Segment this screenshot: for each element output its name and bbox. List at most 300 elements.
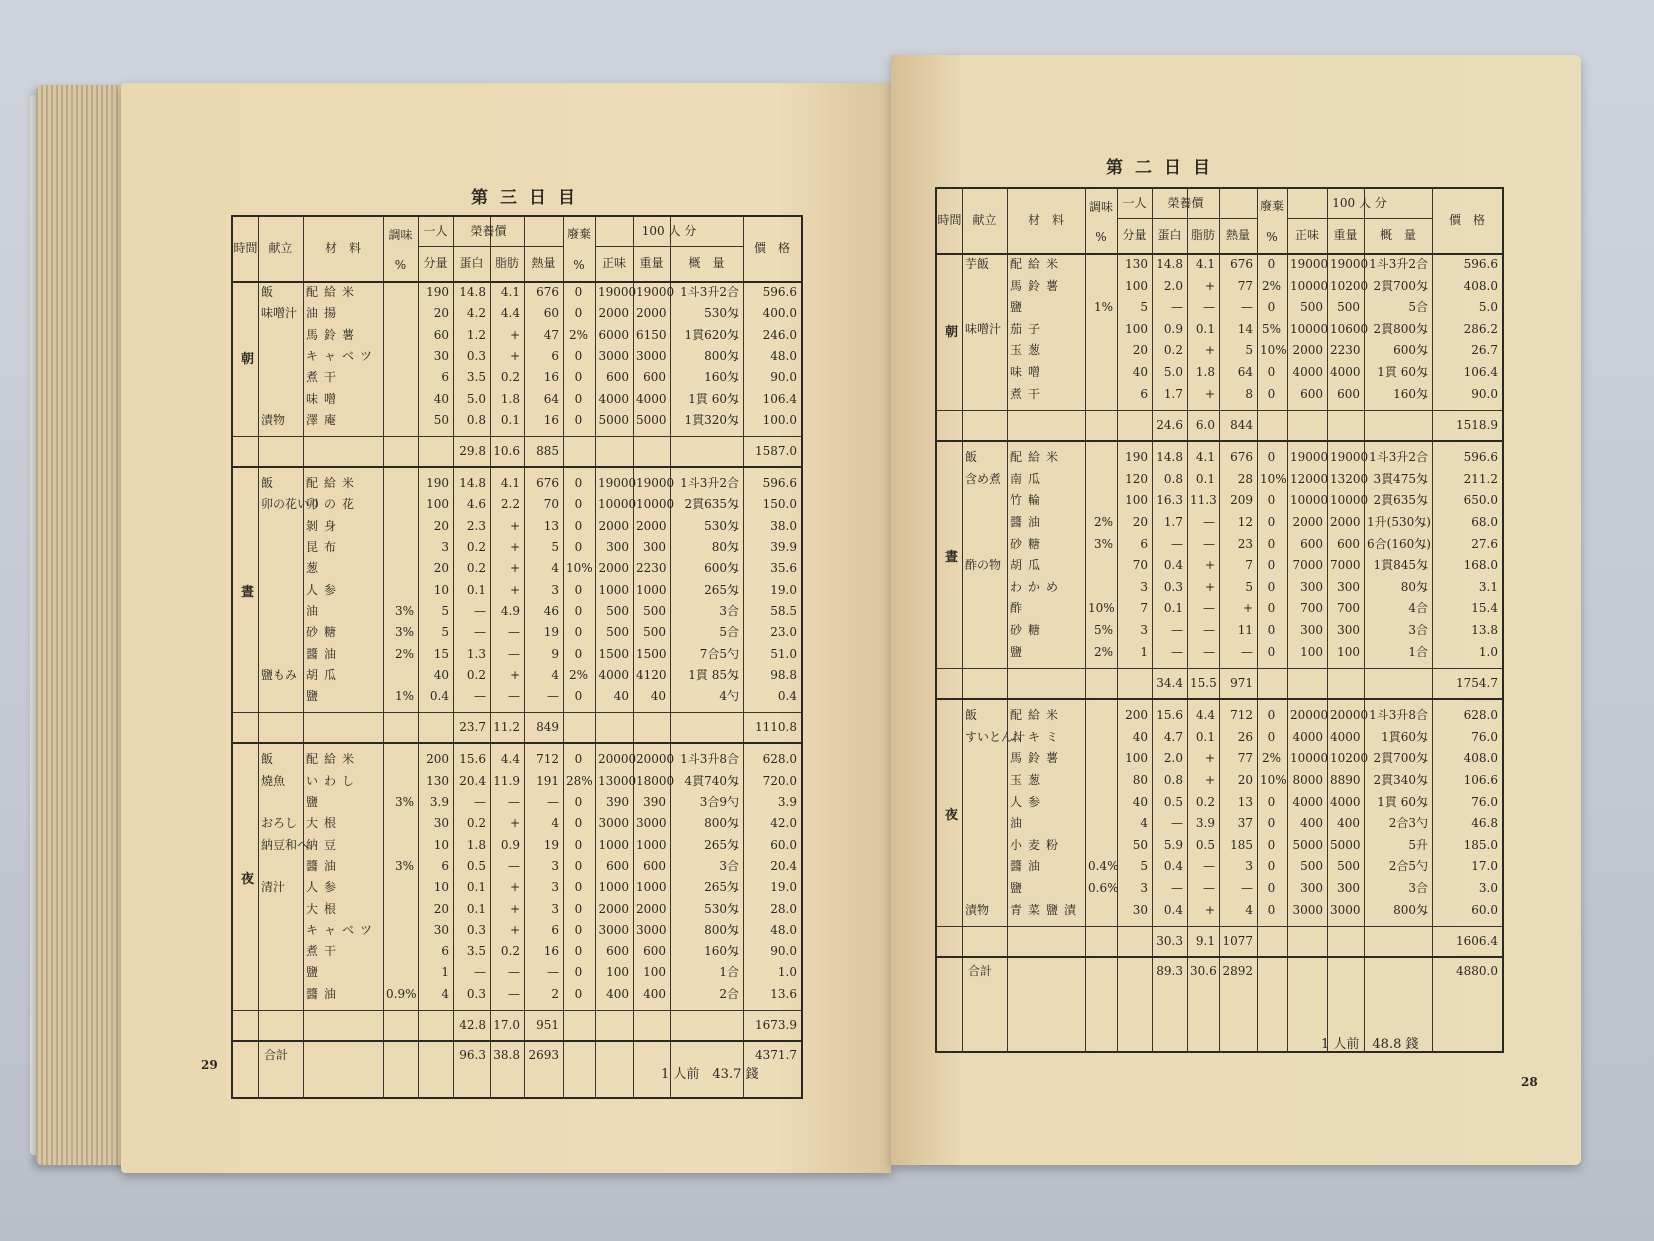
weight-value: 19000: [636, 476, 675, 491]
waste-value: 10%: [566, 561, 593, 576]
column-divider: [383, 217, 384, 1097]
seasoning-pct: 1%: [1093, 300, 1113, 315]
waste-value: 0: [1267, 450, 1276, 465]
meal-label: 晝: [945, 550, 959, 566]
net-value: 1500: [598, 646, 629, 661]
seasoning-pct: 3%: [1093, 536, 1113, 551]
net-value: 40: [613, 689, 629, 704]
fat-value: —: [508, 646, 520, 661]
calories-value: 3: [551, 901, 559, 916]
column-divider: [418, 217, 419, 1097]
price-value: 68.0: [1471, 515, 1498, 529]
calories-value: 4: [551, 561, 559, 576]
seasoning-pct: 10%: [1088, 601, 1115, 616]
ingredient-name: 玉葱: [1010, 343, 1047, 358]
ingredient-name: 醬油: [1010, 859, 1047, 874]
waste-value: 0: [1267, 601, 1276, 616]
price-value: 408.0: [1463, 751, 1498, 766]
calories-value: 26: [1237, 729, 1253, 744]
net-value: 600: [1300, 386, 1323, 401]
calories-value: 712: [1230, 708, 1253, 723]
fat-value: +: [509, 518, 520, 533]
ingredient-name: 小麦粉: [1010, 837, 1065, 852]
price-value: 26.7: [1471, 343, 1498, 358]
amount-value: 200: [426, 752, 449, 767]
ingredient-name: 油: [306, 603, 325, 618]
ingredient-name: 油: [1010, 816, 1029, 831]
weight-value: 600: [643, 858, 666, 873]
net-value: 100: [606, 965, 629, 980]
net-value: 4000: [1292, 729, 1323, 744]
column-divider: [1007, 189, 1008, 1051]
calories-value: 3: [551, 582, 559, 597]
amount-value: 20: [433, 306, 449, 321]
header-hundred: 100 人 分: [641, 223, 697, 238]
fat-value: +: [509, 901, 520, 916]
protein-value: 16.3: [1156, 493, 1183, 508]
protein-value: —: [1171, 623, 1183, 637]
approx-value: 1升(530匁): [1367, 515, 1431, 529]
subtotal-price: 1606.4: [1456, 934, 1498, 949]
fat-value: —: [1203, 859, 1215, 874]
amount-value: 0.4: [429, 689, 449, 704]
page-title: 第二日目: [1106, 158, 1222, 178]
net-value: 5000: [598, 412, 629, 427]
weight-value: 300: [643, 540, 666, 554]
weight-value: 5000: [636, 412, 667, 427]
waste-value: 0: [1267, 708, 1276, 723]
calories-value: 13: [543, 518, 559, 533]
header-nutrition: 榮養價: [1167, 195, 1204, 210]
calories-value: —: [547, 689, 559, 704]
waste-value: 2%: [1261, 751, 1282, 766]
calories-value: 5: [551, 540, 559, 554]
price-value: 400.0: [762, 306, 797, 321]
weight-value: 3000: [1330, 902, 1361, 917]
price-value: 3.1: [1478, 579, 1498, 594]
protein-value: 2.0: [1163, 751, 1183, 766]
total-fat: 30.6: [1190, 964, 1217, 979]
approx-value: 1斗3升8合: [680, 752, 739, 767]
amount-value: 100: [426, 497, 449, 512]
price-value: 19.0: [770, 880, 797, 895]
fat-value: 0.5: [1195, 837, 1215, 852]
fat-value: 0.9: [500, 837, 520, 852]
net-value: 10000: [1290, 751, 1329, 766]
page-left: [121, 83, 891, 1173]
calories-value: 14: [1237, 321, 1253, 336]
amount-value: 20: [433, 561, 449, 576]
total-protein: 96.3: [459, 1048, 486, 1062]
price-value: 42.0: [770, 816, 797, 831]
approx-value: 265匁: [704, 837, 739, 852]
weight-value: 2000: [636, 518, 667, 533]
amount-value: 6: [441, 370, 449, 385]
calories-value: 6: [551, 922, 559, 937]
waste-value: 0: [1267, 558, 1276, 573]
fat-value: 4.1: [1195, 450, 1215, 465]
approx-value: 800匁: [704, 816, 739, 831]
protein-value: 0.1: [466, 880, 486, 895]
amount-value: 5: [441, 625, 449, 640]
header-price: 價 格: [1448, 213, 1485, 227]
ingredient-name: 青菜鹽漬: [1010, 902, 1083, 917]
ingredient-name: 人参: [306, 582, 343, 597]
ingredient-name: 人参: [306, 880, 343, 895]
menu-name: おろし: [261, 816, 298, 831]
approx-value: 2合5勺: [1388, 859, 1428, 874]
waste-value: 0: [1267, 881, 1276, 895]
header-weight: 重量: [1333, 227, 1358, 242]
weight-value: 40: [650, 689, 666, 704]
calories-value: 191: [536, 773, 559, 788]
net-value: 100: [1300, 644, 1323, 659]
amount-value: 70: [1132, 558, 1148, 573]
column-divider: [1364, 189, 1365, 1051]
protein-value: 4.2: [466, 306, 486, 321]
weight-value: 2000: [1330, 515, 1361, 529]
subtotal-line: [233, 1010, 801, 1011]
protein-value: —: [474, 689, 486, 704]
fat-value: —: [508, 858, 520, 873]
fat-value: 1.8: [1195, 365, 1215, 379]
net-value: 2000: [598, 901, 629, 916]
menu-name: 酢の物: [965, 558, 1002, 573]
column-divider: [962, 189, 963, 1051]
net-value: 2000: [1292, 343, 1323, 358]
calories-value: 64: [543, 391, 559, 406]
calories-value: —: [1241, 300, 1253, 315]
protein-value: —: [1171, 300, 1183, 315]
column-divider: [1432, 189, 1433, 1051]
waste-value: 0: [1267, 623, 1276, 637]
calories-value: 4: [551, 667, 559, 682]
waste-value: 0: [574, 816, 583, 831]
net-value: 13000: [598, 773, 637, 788]
protein-value: 0.3: [466, 986, 486, 1001]
fat-value: +: [1204, 343, 1215, 358]
amount-value: 5: [1140, 859, 1148, 874]
approx-value: 3貫475匁: [1373, 471, 1428, 486]
column-divider: [258, 217, 259, 1097]
ingredient-name: 砂糖: [1010, 623, 1047, 637]
subtotal-fat: 6.0: [1195, 418, 1215, 433]
fat-value: +: [509, 348, 520, 363]
column-divider: [563, 217, 564, 1097]
amount-value: 40: [433, 391, 449, 406]
ingredient-name: 油揚: [306, 306, 343, 321]
header-weight: 重量: [639, 255, 664, 270]
subheader-line: [453, 246, 563, 247]
amount-value: 190: [426, 285, 449, 299]
column-divider: [670, 217, 671, 1097]
waste-value: 0: [574, 625, 583, 640]
ingredient-name: キャベツ: [306, 348, 379, 363]
protein-value: 3.5: [466, 944, 486, 959]
price-value: 720.0: [762, 773, 797, 788]
column-divider: [1187, 189, 1188, 1051]
approx-value: 160匁: [704, 370, 739, 385]
header-calories: 熱量: [531, 255, 556, 270]
ingredient-name: 昆布: [306, 540, 343, 554]
approx-value: 800匁: [1393, 902, 1428, 917]
waste-value: 0: [574, 540, 583, 554]
net-value: 300: [606, 540, 629, 554]
net-value: 2000: [598, 306, 629, 321]
protein-value: 0.1: [466, 901, 486, 916]
subtotal-calories: 885: [536, 444, 559, 459]
open-book: [36, 55, 1596, 1185]
protein-value: —: [1171, 816, 1183, 831]
per-person-cost: 1 人前 48.8 錢: [1321, 1037, 1419, 1052]
waste-value: 5%: [1261, 321, 1282, 336]
seasoning-pct: 5%: [1093, 623, 1113, 637]
calories-value: 9: [551, 646, 559, 661]
fat-value: —: [1203, 881, 1215, 895]
waste-value: 0: [574, 370, 583, 385]
fat-value: +: [509, 327, 520, 342]
page-number: 28: [1521, 1075, 1538, 1089]
ingredient-name: 葱: [306, 561, 325, 576]
ingredient-name: 配給米: [306, 752, 361, 767]
ingredient-name: 醬油: [306, 646, 343, 661]
subtotal-protein: 23.7: [459, 720, 486, 735]
calories-value: 3: [551, 880, 559, 895]
price-value: 48.0: [770, 922, 797, 937]
net-value: 500: [1300, 300, 1323, 315]
ingredient-name: 配給米: [306, 285, 361, 299]
subtotal-line: [233, 712, 801, 713]
header-menu: 献立: [268, 241, 293, 255]
price-value: 38.0: [770, 518, 797, 533]
section-divider: [233, 742, 801, 744]
calories-value: 3: [551, 858, 559, 873]
price-value: 19.0: [770, 582, 797, 597]
net-value: 700: [1300, 601, 1323, 616]
fat-value: 0.1: [1195, 729, 1215, 744]
net-value: 19000: [598, 285, 637, 299]
approx-value: 1貫845匁: [1373, 558, 1428, 573]
waste-value: 10%: [1260, 773, 1287, 787]
menu-name: 飯: [261, 285, 274, 299]
weight-value: 4000: [1330, 729, 1361, 744]
amount-value: 10: [433, 837, 449, 852]
weight-value: 500: [643, 625, 666, 640]
approx-value: 5合: [1408, 300, 1428, 315]
calories-value: —: [547, 795, 559, 809]
page-stack-edges: [36, 85, 131, 1165]
meal-label: 晝: [241, 585, 255, 601]
protein-value: —: [474, 603, 486, 618]
approx-value: 4貫740匁: [684, 773, 739, 788]
amount-value: 120: [1125, 471, 1148, 486]
price-value: 90.0: [770, 370, 797, 385]
ingredient-name: 煮干: [306, 370, 343, 385]
ingredient-name: 配給米: [306, 476, 361, 491]
ingredient-name: 南瓜: [1010, 471, 1047, 486]
amount-value: 100: [1125, 321, 1148, 336]
price-value: 76.0: [1471, 794, 1498, 809]
fat-value: +: [1204, 558, 1215, 573]
fat-value: 11.3: [1190, 493, 1217, 508]
weight-value: 19000: [636, 285, 675, 299]
net-value: 7000: [1292, 558, 1323, 573]
column-divider: [490, 217, 491, 1097]
subtotal-line: [233, 436, 801, 437]
approx-value: 1貫620匁: [684, 327, 739, 342]
column-divider: [1287, 189, 1288, 1051]
calories-value: 712: [536, 752, 559, 767]
amount-value: 6: [1140, 386, 1148, 401]
amount-value: 7: [1140, 601, 1148, 616]
menu-name: 納豆和へ: [261, 837, 310, 852]
header-per-person: 一人: [1122, 195, 1147, 210]
column-divider: [1327, 189, 1328, 1051]
calories-value: 676: [536, 476, 559, 491]
ingredient-name: 馬鈴薯: [1010, 278, 1065, 293]
net-value: 12000: [1290, 471, 1329, 486]
waste-value: 2%: [568, 327, 589, 342]
protein-value: 0.2: [1163, 343, 1183, 358]
amount-value: 30: [433, 922, 449, 937]
price-value: 185.0: [1463, 837, 1498, 852]
ingredient-name: いわし: [306, 773, 361, 788]
fat-value: +: [1204, 579, 1215, 594]
waste-value: 0: [574, 965, 583, 980]
subheader-line: [1117, 218, 1152, 219]
subheader-line: [1152, 218, 1257, 219]
header-time: 時間: [233, 241, 258, 255]
amount-value: 200: [1125, 708, 1148, 723]
waste-value: 0: [574, 986, 583, 1001]
amount-value: 6: [441, 944, 449, 959]
calories-value: 77: [1237, 751, 1253, 766]
section-divider: [937, 440, 1502, 442]
waste-value: 0: [1267, 365, 1276, 379]
subtotal-line: [937, 410, 1502, 411]
column-divider: [1219, 189, 1220, 1051]
total-label: 合計: [968, 964, 993, 979]
waste-value: 0: [574, 880, 583, 895]
header-hundred: 100 人 分: [1332, 195, 1387, 210]
subtotal-price: 1110.8: [755, 720, 797, 735]
ingredient-name: 鹽: [1010, 881, 1029, 895]
calories-value: +: [1242, 601, 1253, 616]
calories-value: 11: [1237, 623, 1253, 637]
ingredient-name: 味噌: [1010, 365, 1047, 379]
fat-value: +: [509, 816, 520, 831]
header-seasoning-pct: %: [1095, 229, 1107, 244]
waste-value: 0: [574, 391, 583, 406]
price-value: 106.4: [762, 391, 797, 406]
menu-name: 味噌汁: [261, 306, 298, 321]
column-divider: [1152, 189, 1153, 1051]
calories-value: 4: [1245, 902, 1253, 917]
net-value: 5000: [1292, 837, 1323, 852]
fat-value: 0.2: [500, 370, 520, 385]
waste-value: 10%: [1260, 343, 1287, 358]
subtotal-price: 1754.7: [1456, 676, 1498, 691]
net-value: 500: [1300, 859, 1323, 874]
amount-value: 10: [433, 582, 449, 597]
seasoning-pct: 2%: [394, 646, 414, 661]
net-value: 20000: [1290, 708, 1329, 723]
price-value: 100.0: [762, 412, 797, 427]
fat-value: 0.1: [1195, 321, 1215, 336]
price-value: 628.0: [762, 752, 797, 767]
calories-value: 4: [551, 816, 559, 831]
waste-value: 0: [1267, 493, 1276, 508]
price-value: 23.0: [770, 625, 797, 640]
header-price: 價 格: [753, 241, 790, 255]
approx-value: 1斗3升2合: [680, 476, 739, 491]
protein-value: 0.2: [466, 561, 486, 576]
calories-value: 2: [551, 986, 559, 1001]
protein-value: 0.3: [466, 922, 486, 937]
subtotal-calories: 844: [1230, 418, 1253, 433]
approx-value: 1貫 60匁: [1377, 365, 1428, 379]
ingredient-name: 納豆: [306, 837, 343, 852]
ingredient-name: 鹽: [306, 795, 325, 809]
fat-value: 4.4: [500, 752, 520, 767]
calories-value: 37: [1237, 816, 1253, 831]
seasoning-pct: 3%: [394, 603, 414, 618]
approx-value: 3合: [719, 858, 739, 873]
amount-value: 40: [1132, 794, 1148, 809]
price-value: 596.6: [762, 476, 797, 491]
header-ingredient: 材 料: [324, 241, 361, 255]
price-value: 60.0: [1471, 902, 1498, 917]
waste-value: 10%: [1260, 471, 1287, 486]
price-value: 90.0: [770, 944, 797, 959]
fat-value: +: [1204, 278, 1215, 293]
amount-value: 30: [433, 816, 449, 831]
protein-value: 1.7: [1163, 386, 1183, 401]
header-seasoning-pct: %: [394, 257, 407, 272]
approx-value: 1斗3升2合: [1369, 257, 1428, 271]
net-value: 390: [606, 795, 629, 809]
price-value: 3.9: [777, 795, 797, 809]
menu-name: 燒魚: [261, 773, 286, 788]
approx-value: 6合(160匁): [1367, 536, 1431, 551]
fat-value: 4.1: [1195, 257, 1215, 271]
amount-value: 4: [441, 986, 449, 1001]
net-value: 6000: [598, 327, 629, 342]
ingredient-name: 味噌: [306, 391, 343, 406]
calories-value: 209: [1230, 493, 1253, 508]
ingredient-name: ムキミ: [1010, 729, 1065, 744]
ingredient-name: 鹽: [1010, 644, 1029, 659]
approx-value: 1合: [1408, 644, 1428, 659]
waste-value: 0: [574, 795, 583, 809]
fat-value: +: [1204, 902, 1215, 917]
approx-value: 3合9勺: [699, 795, 739, 809]
fat-value: +: [1204, 751, 1215, 766]
calories-value: 676: [1230, 257, 1253, 271]
calories-value: —: [1241, 644, 1253, 659]
subheader-line: [1287, 218, 1432, 219]
price-value: 27.6: [1471, 536, 1498, 551]
amount-value: 20: [433, 901, 449, 916]
approx-value: 530匁: [704, 901, 739, 916]
approx-value: 600匁: [1393, 343, 1428, 358]
waste-value: 0: [574, 348, 583, 363]
fat-value: +: [509, 561, 520, 576]
waste-value: 0: [574, 646, 583, 661]
ingredient-name: 砂糖: [306, 625, 343, 640]
weight-value: 3000: [636, 922, 667, 937]
subtotal-protein: 24.6: [1156, 418, 1183, 433]
